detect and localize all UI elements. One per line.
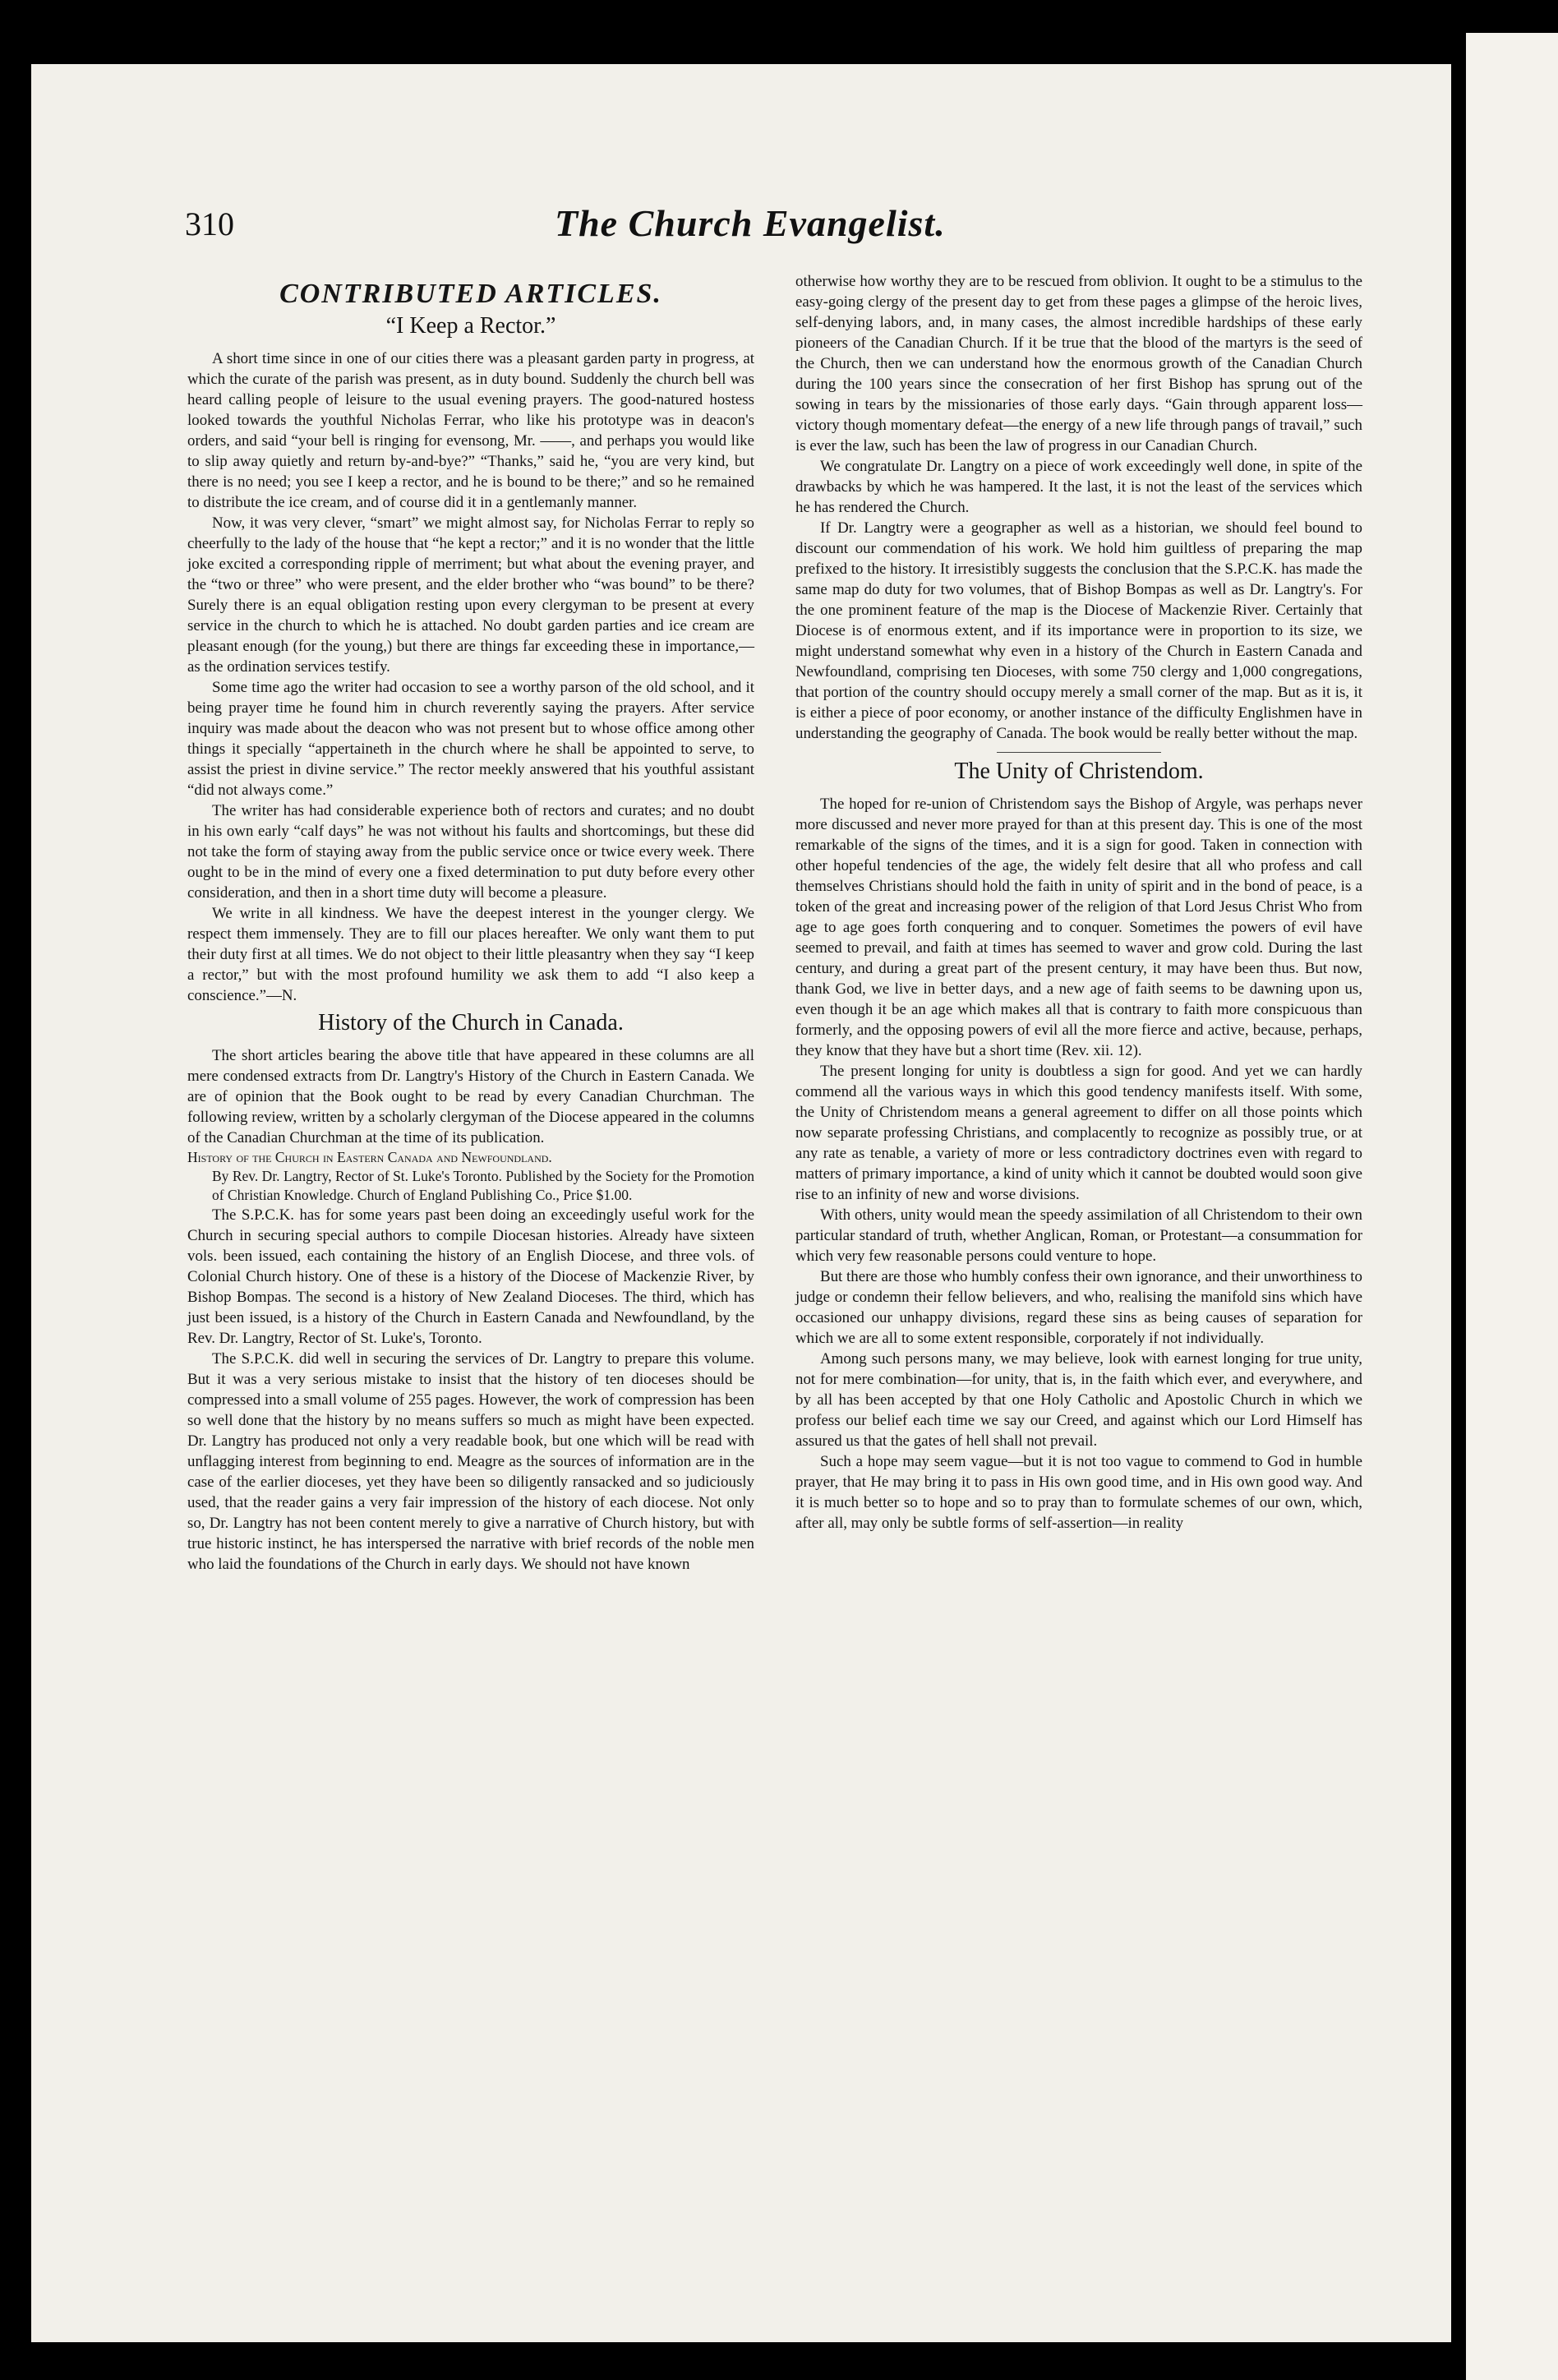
paragraph: Among such persons many, we may believe, look with earnest longing for true unity, not for mere combination—for unity, that is, in the faith which ever, and everywhere, and by all has been accepted by that one Holy Catholic and Apostolic Church in which we profess our belief each time we say our Creed, and against which our Lord Himself has assured us that the gates of hell shall not prevail. bbox=[795, 1350, 1362, 1450]
article-title-history-church-canada: History of the Church in Canada. bbox=[318, 1010, 624, 1035]
right-column bbox=[795, 271, 1362, 1534]
paragraph: Some time ago the writer had occasion to see a worthy parson of the old school, and it being prayer time he found him in church reverently saying the prayers. After service inquiry was made about the deacon who was not present but to whose office among other things it specially “appertaineth in the church where he shall be appointed to serve, to assist the priest in divine service.” The rector meekly answered that his youthful assistant “did not always come.” bbox=[187, 679, 754, 799]
page-header bbox=[185, 201, 1385, 251]
paragraph: The S.P.C.K. did well in securing the services of Dr. Langtry to prepare this volume. But it was a very serious mistake to insist that the history of ten dioceses should be compressed into a small volume of 255 pages. However, the work of compression has been so well done that the history by no means suffers so much as might have been expected. Dr. Langtry has produced not only a very readable book, but one which will be read with unflagging interest from beginning to end. Meagre as the sources of information are in the case of the earlier dioceses, yet they have been so diligently ransacked and so judiciously used, that the reader gains a very fair impression of the history of each diocese. Not only so, Dr. Langtry has not been content merely to give a narrative of Church history, but with true historic instinct, he has interspersed the narrative with brief records of the noble men who laid the foundations of the Church in early days. We should not have known bbox=[187, 1350, 754, 1573]
article-title-unity-christendom: The Unity of Christendom. bbox=[954, 759, 1204, 784]
article-title-keep-a-rector: “I Keep a Rector.” bbox=[385, 313, 556, 339]
section-heading: CONTRIBUTED ARTICLES. bbox=[279, 279, 662, 309]
book-citation bbox=[187, 1148, 754, 1205]
paragraph: With others, unity would mean the speedy assimilation of all Christendom to their own particular standard of truth, whether Anglican, Roman, or Protestant—a consummation for which very few reasonable persons could venture to hope. bbox=[795, 1206, 1362, 1265]
journal-title: The Church Evangelist. bbox=[555, 202, 946, 244]
paragraph: Now, it was very clever, “smart” we might almost say, for Nicholas Ferrar to reply so cheerfully to the lady of the house that “he kept a rector;” and it is no wonder that the little joke excited a corresponding ripple of merriment; but what about the evening prayer, and the “two or three” who were present, and the elder brother who “was bound” to be there? Surely there is an equal obligation resting upon every clergyman to be present at every service in the church to which he is attached. No doubt garden parties and ice cream are pleasant enough (for the young,) but there are things far exceeding these in importance,—as the ordination services testify. bbox=[187, 514, 754, 676]
paragraph: We congratulate Dr. Langtry on a piece of work exceedingly well done, in spite of the drawbacks by which he was hampered. It the last, it is not the least of the services which he has rendered the Church. bbox=[795, 458, 1362, 516]
paragraph: The short articles bearing the above title that have appeared in these columns are all mere condensed extracts from Dr. Langtry's History of the Church in Eastern Canada. We are of opinion that the Book ought to be read by every Canadian Churchman. The following review, written by a scholarly clergyman of the Diocese appeared in the columns of the Canadian Churchman at the time of its publication. bbox=[187, 1047, 754, 1146]
paragraph: If Dr. Langtry were a geographer as well as a historian, we should feel bound to discount our commendation of his work. We hold him guiltless of preparing the map prefixed to the history. It irresistibly suggests the conclusion that the S.P.C.K. has made the same map do duty for two volumes, that of Bishop Bompas as well as Dr. Langtry's. For the one prominent feature of the map is the Diocese of Mackenzie River. Certainly that Diocese is of enormous extent, and if its importance were in proportion to its size, we might understand somewhat why even in a history of the Church in Eastern Canada and Newfoundland, comprising ten Dioceses, with some 750 clergy and 1,000 congregations, that portion of the country should occupy merely a small corner of the map. But as it is, it is either a piece of poor economy, or another instance of the difficulty Englishmen have in understanding the geography of Canada. The book would be really better without the map. bbox=[795, 519, 1362, 742]
paragraph: The writer has had considerable experience both of rectors and curates; and no doubt in his own early “calf days” he was not without his faults and shortcomings, but these did not take the form of staying away from the public service once or twice every week. There ought to be in the mind of every one a fixed determination to put duty before every other consideration, and then in a short time duty will become a pleasure. bbox=[187, 802, 754, 902]
left-column bbox=[187, 271, 754, 1575]
paragraph: The S.P.C.K. has for some years past been doing an exceedingly useful work for the Church in securing special authors to compile Diocesan histories. Already have sixteen vols. been issued, each containing the history of an English Diocese, and three vols. of Colonial Church history. One of these is a history of the Diocese of Mackenzie River, by Bishop Bompas. The second is a history of New Zealand Dioceses. The third, which has just been issued, is a history of the Church in Eastern Canada and Newfoundland, by the Rev. Dr. Langtry, Rector of St. Luke's, Toronto. bbox=[187, 1206, 754, 1347]
paragraph: We write in all kindness. We have the deepest interest in the younger clergy. We respect them immensely. They are to fill our places hereafter. We only want them to put their duty first at all times. We do not object to their little pleasantry when they say “I keep a rector,” but with the most profound humility we ask them to add “I also keep a conscience.”—N. bbox=[187, 905, 754, 1004]
paragraph-continued: otherwise how worthy they are to be rescued from oblivion. It ought to be a stimulus to the easy-going clergy of the present day to get from these pages a glimpse of the heroic lives, self-denying labors, and, in many cases, the almost incredible hardships of these early pioneers of the Canadian Church. If it be true that the blood of the martyrs is the seed of the Church, then we can understand how the enormous growth of the Canadian Church during the 100 years since the consecration of her first Bishop has sprung out of the sowing in tears by the missionaries of those early days. “Gain through apparent loss—victory though momentary defeat—the energy of a new life through pangs of travail,” such is ever the law, such has been the law of progress in our Canadian Church. bbox=[795, 273, 1362, 454]
citation-title: History of the Church in Eastern Canada and Newfoundland. bbox=[187, 1149, 552, 1165]
paragraph: But there are those who humbly confess their own ignorance, and their unworthiness to judge or condemn their fellow believers, and who, realising the manifold sins which have occasioned our unhappy divisions, regard these sins as being causes of separation for which we are all to some extent responsible, corporately if not individually. bbox=[795, 1268, 1362, 1347]
paragraph: A short time since in one of our cities there was a pleasant garden party in progress, at which the curate of the parish was present, as in duty bound. Suddenly the church bell was heard calling people of leisure to the usual evening prayers. The good-natured hostess looked towards the youthful Nicholas Ferrar, who like his prototype was in deacon's orders, and said “your bell is ringing for evensong, Mr. ——, and perhaps you would like to slip away quietly and return by-and-bye?” “Thanks,” said he, “you are very kind, but there is no need; you see I keep a rector, and he is bound to be there;” and so he remained to distribute the ice cream, and of course did it in a gentlemanly manner. bbox=[187, 350, 754, 511]
page-number: 310 bbox=[185, 205, 234, 242]
adjacent-page-edge bbox=[1466, 33, 1558, 2380]
paragraph: Such a hope may seem vague—but it is not too vague to commend to God in humble prayer, that He may bring it to pass in His own good time, and in His own good way. And it is much better so to hope and so to pray than to formulate schemes of our own, which, after all, may only be subtle forms of self-assertion—in reality bbox=[795, 1453, 1362, 1532]
citation-details: By Rev. Dr. Langtry, Rector of St. Luke's Toronto. Published by the Society for the Promotion of Christian Knowledge. Church of England Publishing Co., Price $1.00. bbox=[212, 1168, 754, 1203]
paragraph: The present longing for unity is doubtless a sign for good. And yet we can hardly commend all the various ways in which this good tendency manifests itself. With some, the Unity of Christendom means a general agreement to differ on all those points which now separate professing Christians, and complacently to recognize as possibly true, or at any rate as tenable, a variety of more or less contradictory doctrines even with regard to matters of primary importance, a kind of unity which it cannot be doubted would soon give rise to an infinity of new and worse divisions. bbox=[795, 1063, 1362, 1203]
paragraph: The hoped for re-union of Christendom says the Bishop of Argyle, was perhaps never more discussed and never more prayed for than at this present day. This is one of the most remarkable of the signs of the times, and it is a sign for good. Taken in connection with other hopeful tendencies of the age, the widely felt desire that all who profess and call themselves Christians should hold the faith in unity of spirit and in the bond of peace, is a token of the great and increasing power of the religion of that Lord Jesus Christ Who from age to age goes forth conquering and to conquer. Sometimes the powers of evil have seemed to prevail, and faith at times has seemed to waver and grow cold. During the last century, and during a great part of the present century, it may have been thus. But now, thank God, we live in better days, and a new age of faith seems to be dawning upon us, even though it be an age which makes all that is contrary to faith more conspicuous than formerly, and the opposing powers of evil all the more fierce and active, because, perhaps, they know that they have but a short time (Rev. xii. 12). bbox=[795, 796, 1362, 1059]
divider-rule bbox=[997, 752, 1161, 753]
